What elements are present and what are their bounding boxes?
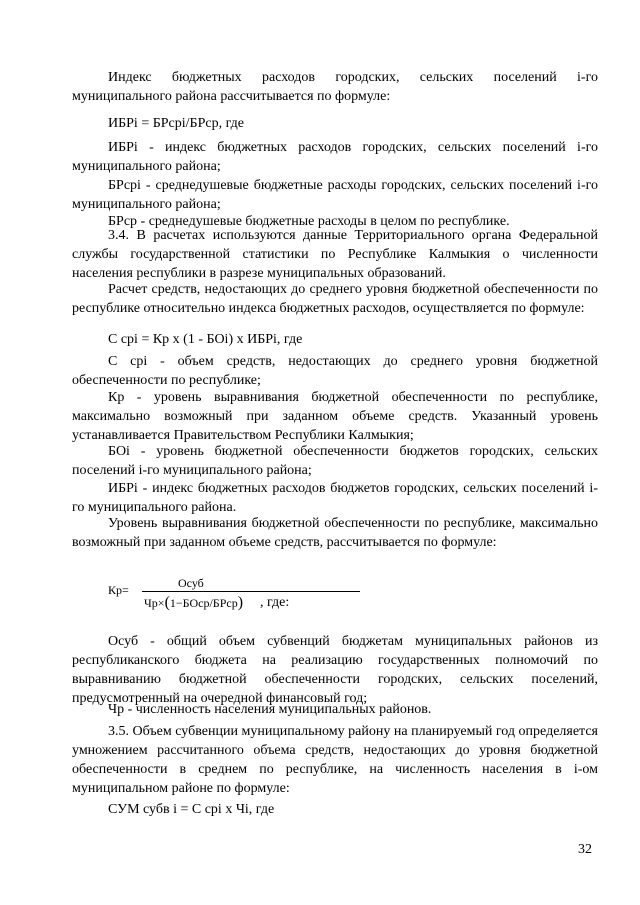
definition-chr: Чр - численность населения муниципальных районов. [108, 702, 432, 717]
definition-brsri: БРсрi - среднедушевые бюджетные расходы городских, сельских поселений i-го муниципального района; [72, 178, 598, 212]
fraction-suffix: , где: [260, 595, 290, 610]
definition-brsr: БРср - среднедушевые бюджетные расходы в целом по республике. [108, 214, 510, 229]
denominator-inner: 1−БОср/БРср [169, 596, 238, 610]
definition-csri: С срi - объем средств, недостающих до среднего уровня бюджетной обеспеченности по республике; [72, 354, 598, 388]
paragraph-level: Уровень выравнивания бюджетной обеспеченности по республике, максимально возможный при заданном объеме средств, рассчитывается по формуле: [72, 516, 598, 550]
definition-boi: БОi - уровень бюджетной обеспеченности бюджетов городских, сельских поселений i-го муниципального района; [72, 444, 598, 478]
fraction-numerator: Осуб [178, 576, 204, 590]
fraction-denominator [144, 594, 243, 612]
denominator-open-paren: ( [164, 594, 170, 611]
denominator-close-paren: ) [237, 594, 244, 611]
fraction-lhs: Кр= [108, 583, 129, 597]
definition-kr: Кр - уровень выравнивания бюджетной обеспеченности по республике, максимально возможный при заданном объеме средств. Указанный уровень устанавливается Правительством Республики Калмыкия; [72, 390, 598, 443]
definition-ibri: ИБРi - индекс бюджетных расходов бюджетов городских, сельских поселений i-го муниципального района. [72, 481, 598, 515]
formula-csri: С срi = Кр х (1 - БОi) х ИБРi, где [108, 332, 303, 347]
paragraph-3-5: 3.5. Объем субвенции муниципальному району на планируемый год определяется умножением рассчитанного объема средств, недостающих до уровня бюджетной обеспеченности в среднем по республике, на численность населения в i-ом муниципальном районе по формуле: [72, 724, 598, 796]
formula-ibr: ИБРi = БРсрi/БРср, где [108, 116, 244, 131]
paragraph-calculation: Расчет средств, недостающих до среднего уровня бюджетной обеспеченности по республике относительно индекса бюджетных расходов, осуществляется по формуле: [72, 282, 598, 316]
fraction-bar [142, 591, 360, 592]
definition-ibr: ИБРi - индекс бюджетных расходов городских, сельских поселений i-го муниципального района; [72, 140, 598, 174]
paragraph-intro: Индекс бюджетных расходов городских, сельских поселений i-го муниципального района рассчитывается по формуле: [72, 70, 598, 104]
formula-sum-subv: СУМ субв i = С срi х Чi, где [108, 802, 275, 817]
denominator-left: Чр× [144, 596, 165, 610]
definition-osub: Осуб - общий объем субвенций бюджетам муниципальных районов из республиканского бюджета на реализацию государственных полномочий по выравниванию бюджетной обеспеченности городских, сельских поселений, предусмотренный на очередной финансовый год; [72, 634, 598, 706]
page-number: 32 [578, 842, 592, 857]
paragraph-3-4: 3.4. В расчетах используются данные Территориального органа Федеральной службы государственной статистики по Республике Калмыкия о численности населения республики в разрезе муниципальных образований. [72, 228, 598, 281]
